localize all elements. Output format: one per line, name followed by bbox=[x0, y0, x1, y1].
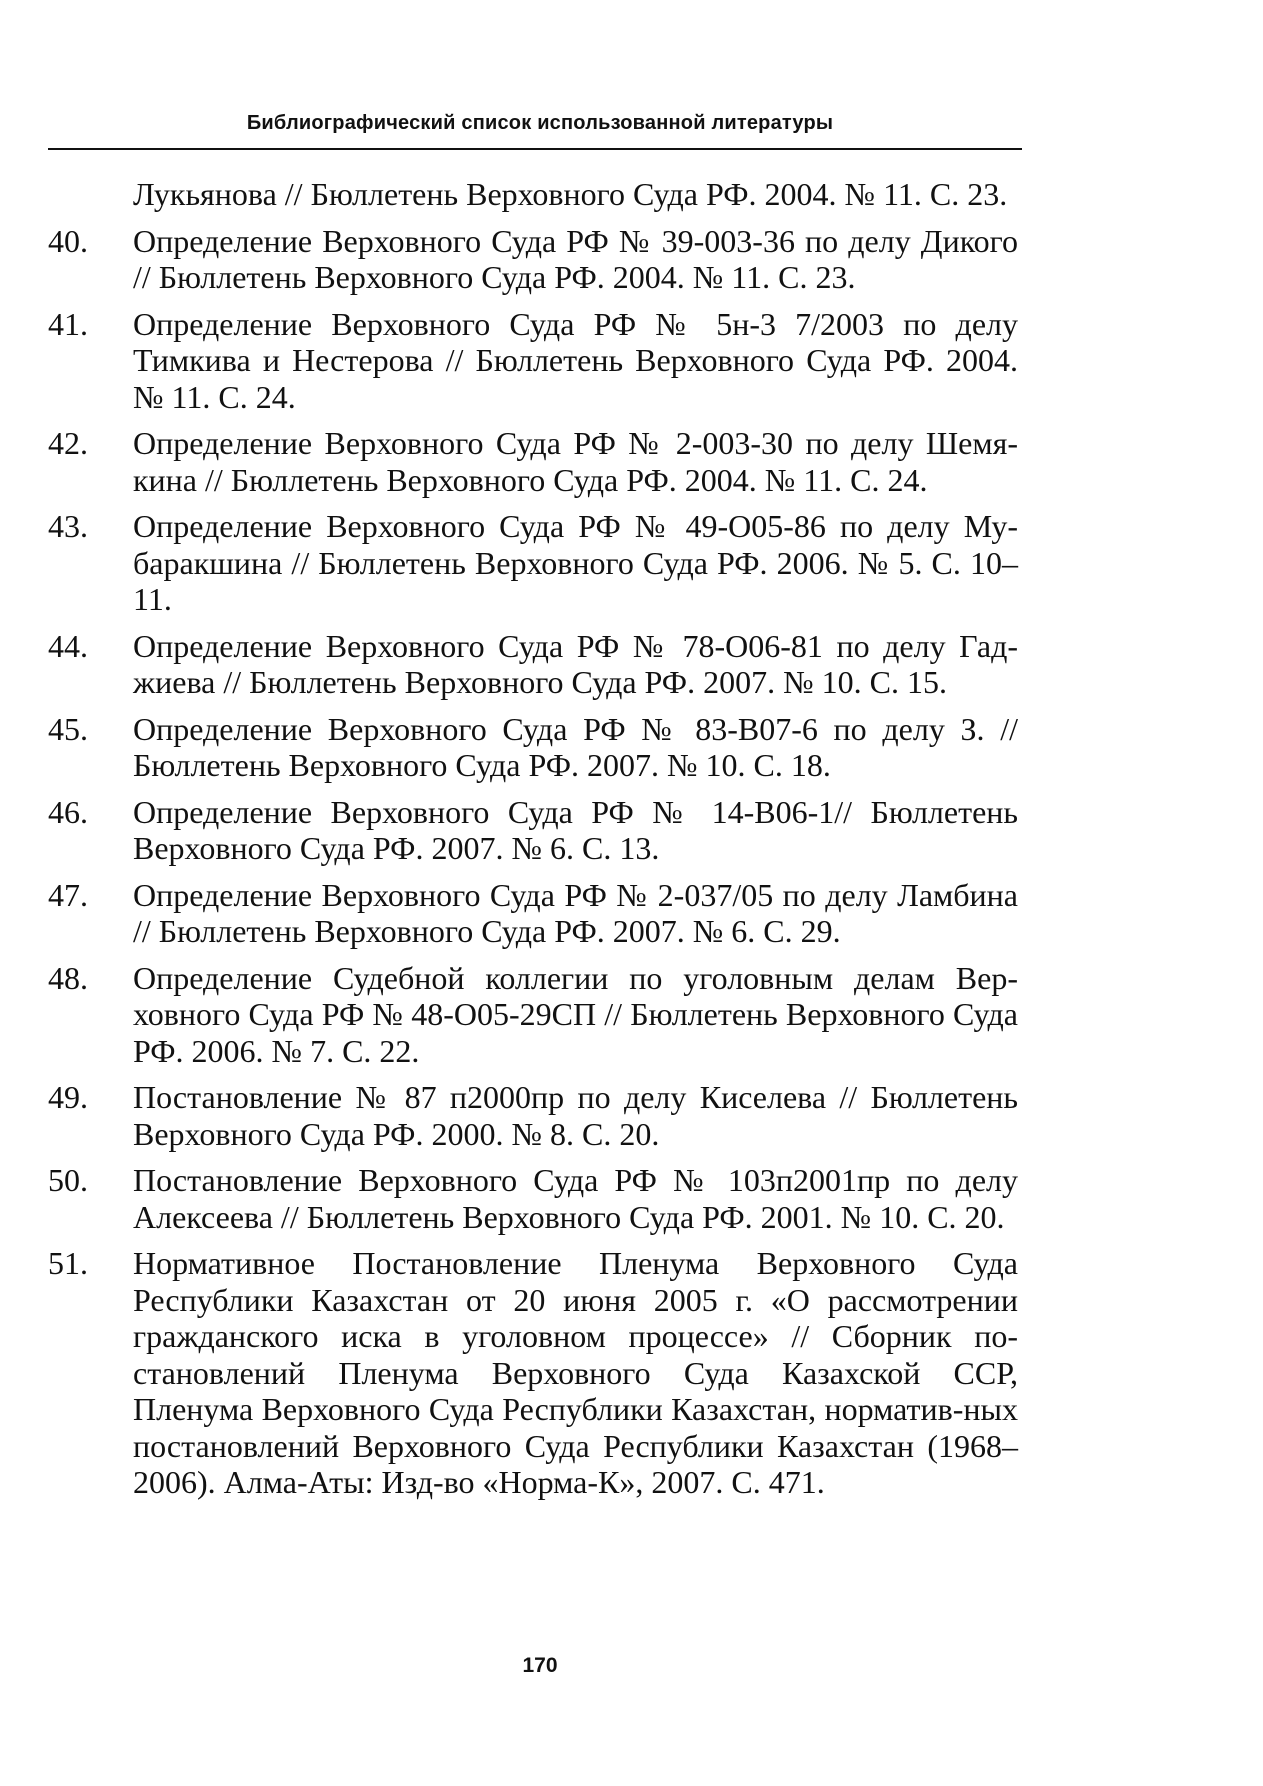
bibliography-list bbox=[0, 176, 1263, 1511]
bibliography-entry bbox=[0, 425, 1263, 498]
bibliography-entry bbox=[0, 176, 1263, 213]
bibliography-entry bbox=[0, 628, 1263, 701]
bibliography-entry bbox=[0, 711, 1263, 784]
entry-number: 45. bbox=[48, 710, 88, 747]
bibliography-entry bbox=[0, 794, 1263, 867]
entry-number: 46. bbox=[48, 793, 88, 830]
entry-text: Нормативное Постановление Пленума Верховного Суда Республики Казахстан от 20 июня 2005 г. «О рассмотрении гражданского иска в уголовном процессе» // Сборник по-становлений Пленума Верховного Суда Казахской ССР, Пленума Верховного Суда Республики Казахстан, норматив-ных постановлений Верховного Суда Республики Казахстан (1968–2006). Алма-Аты: Изд-во «Норма-К», 2007. С. 471. bbox=[133, 1245, 1018, 1500]
page-number: 170 bbox=[522, 1654, 558, 1677]
entry-text: Постановление № 87 п2000пр по делу Киселева // Бюллетень Верховного Суда РФ. 2000. № 8. С. 20. bbox=[133, 1079, 1018, 1152]
bibliography-entry bbox=[0, 508, 1263, 618]
entry-text: Определение Верховного Суда РФ № 2-003-30 по делу Шемя-кина // Бюллетень Верховного Суда РФ. 2004. № 11. С. 24. bbox=[133, 425, 1018, 498]
entry-text: Постановление Верховного Суда РФ № 103п2001пр по делу Алексеева // Бюллетень Верховного Суда РФ. 2001. № 10. С. 20. bbox=[133, 1162, 1018, 1235]
entry-number: 51. bbox=[48, 1245, 88, 1281]
entry-number: 41. bbox=[48, 305, 88, 342]
entry-number: 50. bbox=[48, 1162, 88, 1198]
bibliography-entry bbox=[0, 306, 1263, 416]
entry-text: Определение Верховного Суда РФ № 78-О06-81 по делу Гад-жиева // Бюллетень Верховного Суда РФ. 2007. № 10. С. 15. bbox=[133, 627, 1018, 700]
entry-number: 40. bbox=[48, 222, 88, 259]
bibliography-entry bbox=[0, 223, 1263, 296]
bibliography-entry bbox=[0, 1162, 1263, 1235]
entry-number: 42. bbox=[48, 425, 88, 461]
header-rule bbox=[48, 148, 1022, 150]
entry-number: 43. bbox=[48, 508, 88, 544]
bibliography-entry bbox=[0, 960, 1263, 1070]
entry-text: Определение Верховного Суда РФ № 2-037/05 по делу Ламбина // Бюллетень Верховного Суда РФ. 2007. № 6. С. 29. bbox=[133, 876, 1018, 949]
entry-text: Определение Верховного Суда РФ № 5н-3 7/2003 по делу Тимкива и Нестерова // Бюллетень Верховного Суда РФ. 2004. № 11. С. 24. bbox=[133, 305, 1018, 415]
entry-text: Определение Верховного Суда РФ № 83-В07-6 по делу З. // Бюллетень Верховного Суда РФ. 2007. № 10. С. 18. bbox=[133, 710, 1018, 783]
entry-number: 44. bbox=[48, 627, 88, 664]
entry-text: Определение Судебной коллегии по уголовным делам Вер-ховного Суда РФ № 48-О05-29СП // Бюллетень Верховного Суда РФ. 2006. № 7. С. 22. bbox=[133, 959, 1018, 1069]
bibliography-entry bbox=[0, 1245, 1263, 1501]
entry-text: Определение Верховного Суда РФ № 14-В06-1// Бюллетень Верховного Суда РФ. 2007. № 6. С. 13. bbox=[133, 793, 1018, 866]
entry-text: Определение Верховного Суда РФ № 49-О05-86 по делу Му-баракшина // Бюллетень Верховного Суда РФ. 2006. № 5. С. 10–11. bbox=[133, 508, 1018, 617]
bibliography-entry bbox=[0, 1079, 1263, 1152]
entry-text: Определение Верховного Суда РФ № 39-003-36 по делу Дикого // Бюллетень Верховного Суда РФ. 2004. № 11. С. 23. bbox=[133, 222, 1018, 295]
bibliography-entry bbox=[0, 877, 1263, 950]
running-header: Библиографический список использованной литературы bbox=[246, 112, 834, 134]
entry-text: Лукьянова // Бюллетень Верховного Суда РФ. 2004. № 11. С. 23. bbox=[133, 176, 1008, 212]
entry-number: 48. bbox=[48, 959, 88, 996]
entry-number: 47. bbox=[48, 876, 88, 913]
entry-number: 49. bbox=[48, 1079, 88, 1115]
